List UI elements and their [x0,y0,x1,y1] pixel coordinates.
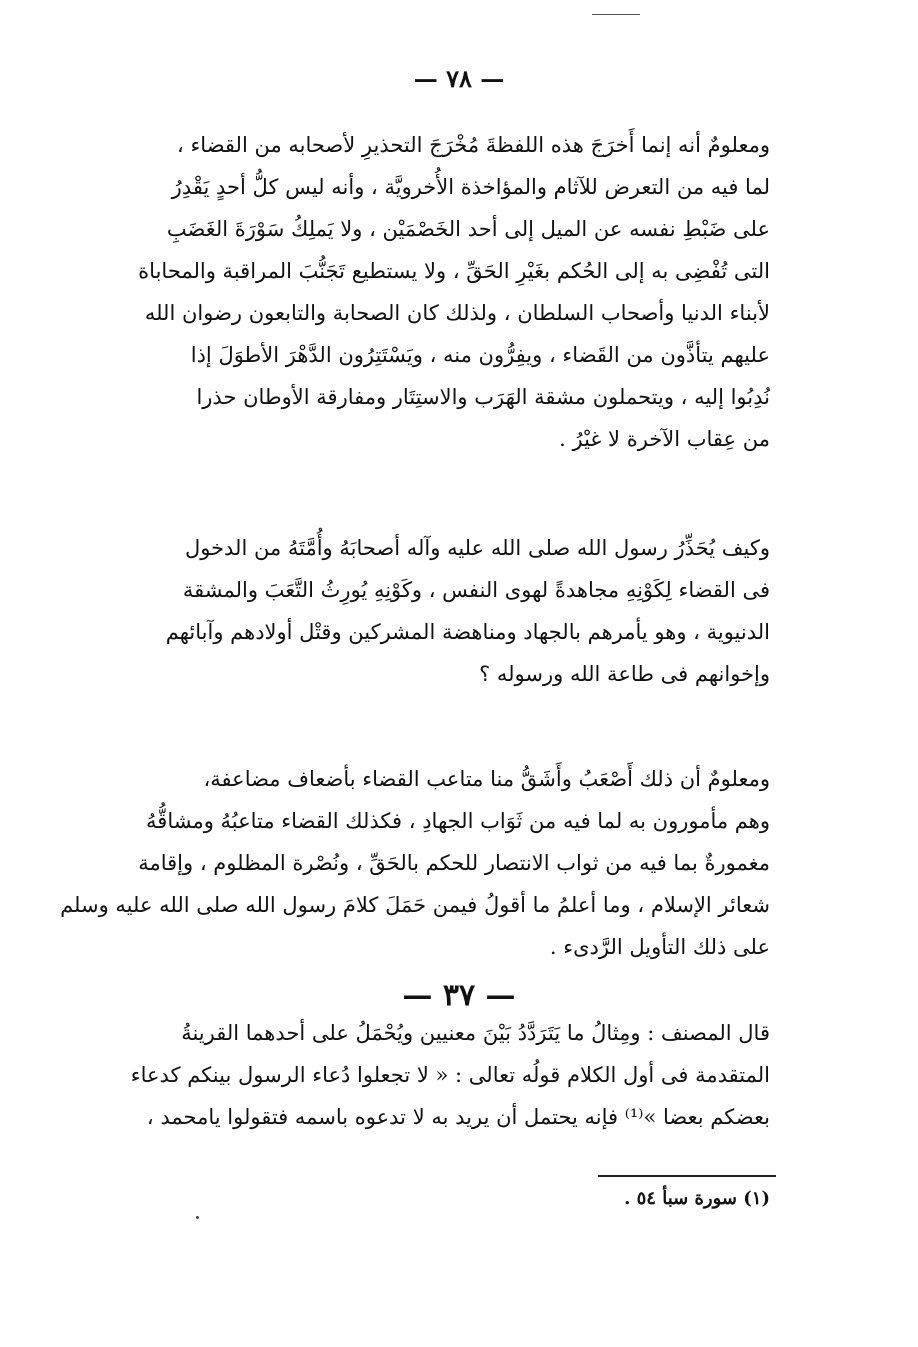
paragraph-4 [130,1012,770,1138]
paragraph-2 [150,527,770,695]
footnote: (١) سورة سبأ ٥٤ . [624,1188,770,1209]
text-line: شعائر الإسلام ، وما أعلمُ ما أقولُ فيمن حَمَلَ كلامَ رسول الله صلى الله عليه وسلم [60,893,770,917]
text-line: على ذلك التأويل الرَّدىء . [549,935,770,959]
text-line: لما فيه من التعرض للآثام والمؤاخذة الأُخرويَّة ، وأنه ليس كلُّ أحدٍ يَقْدِرُ [171,175,770,199]
text-line: الدنيوية ، وهو يأمرهم بالجهاد ومناهضة المشركين وقتْل أولادهم وآبائهم [165,620,770,644]
text-line: وكيف يُحَذِّرُ رسول الله صلى الله عليه وآله أصحابَهُ وأُمَّتَهُ من الدخول [184,536,770,560]
page-number: — ٧٨ — [413,64,505,93]
text-line: لأبناء الدنيا وأصحاب السلطان ، ولذلك كان الصحابة والتابعون رضوان الله [144,301,770,325]
text-line: بعضكم بعضا »⁽¹⁾ فإنه يحتمل أن يريد به لا تدعوه باسمه فتقولوا يامحمد ، [146,1105,770,1129]
text-line: مغمورةٌ بما فيه من ثواب الانتصار للحكم بالحَقِّ ، ونُصْرة المظلوم ، وإقامة [138,851,770,875]
text-line: ومعلومٌ أنه إنما أَخرَجَ هذه اللفظةَ مُخْرَجَ التحذيرِ لأصحابه من القضاء ، [176,133,770,157]
text-line: ومعلومٌ أن ذلك أَصْعَبُ وأَشَقُّ منا متاعب القضاء بأضعاف مضاعفة، [203,767,770,791]
footnote-rule [598,1175,776,1177]
section-number: — ٣٧ — [402,978,516,1013]
text-line: قال المصنف : ومِثالُ ما يَتَرَدَّدُ بَيْنَ معنيين ويُحْمَلُ على أحدهما القرينةُ [181,1021,770,1045]
text-line: عليهم يتأذَّون من القَضاء ، ويفِرُّون منه ، ويَسْتَتِرُون الدَّهْرَ الأطوَلَ إذا [190,343,770,367]
text-line: فى القضاء لِكَوْنِهِ مجاهدةً لهوى النفس ، وكَوْنِهِ يُورِثُ التَّعَبَ والمشقة [182,578,770,602]
text-line: على ضَبْطِ نفسه عن الميل إلى أحد الخَصْمَيْن ، ولا يَملِكُ سَوْرَةَ الغَضَبِ [166,217,770,241]
text-line: المتقدمة فى أول الكلام قولُه تعالى : « لا تجعلوا دُعاء الرسول بينكم كدعاء [130,1063,770,1087]
paragraph-1 [138,124,770,460]
text-line: وهم مأمورون به لما فيه من ثَوَاب الجهادِ ، فكذلك القضاء متاعبُهُ ومشاقُّهُ [146,809,770,833]
text-line: من عِقاب الآخرة لا غيْرُ . [559,427,770,451]
paragraph-3 [60,758,770,968]
text-line: نُدِبُوا إليه ، ويتحملون مشقة الهَرَب والاستِتَار ومفارقة الأوطان حذرا [196,385,770,409]
text-line: التى تُفْضِى به إلى الحُكم بغَيْرِ الحَقِّ ، ولا يستطيع تَجَنُّبَ المراقبة والمحاباة [138,259,770,283]
top-rule [592,14,640,15]
stray-mark [196,1216,199,1219]
text-line: وإخوانهم فى طاعة الله ورسوله ؟ [479,662,770,686]
